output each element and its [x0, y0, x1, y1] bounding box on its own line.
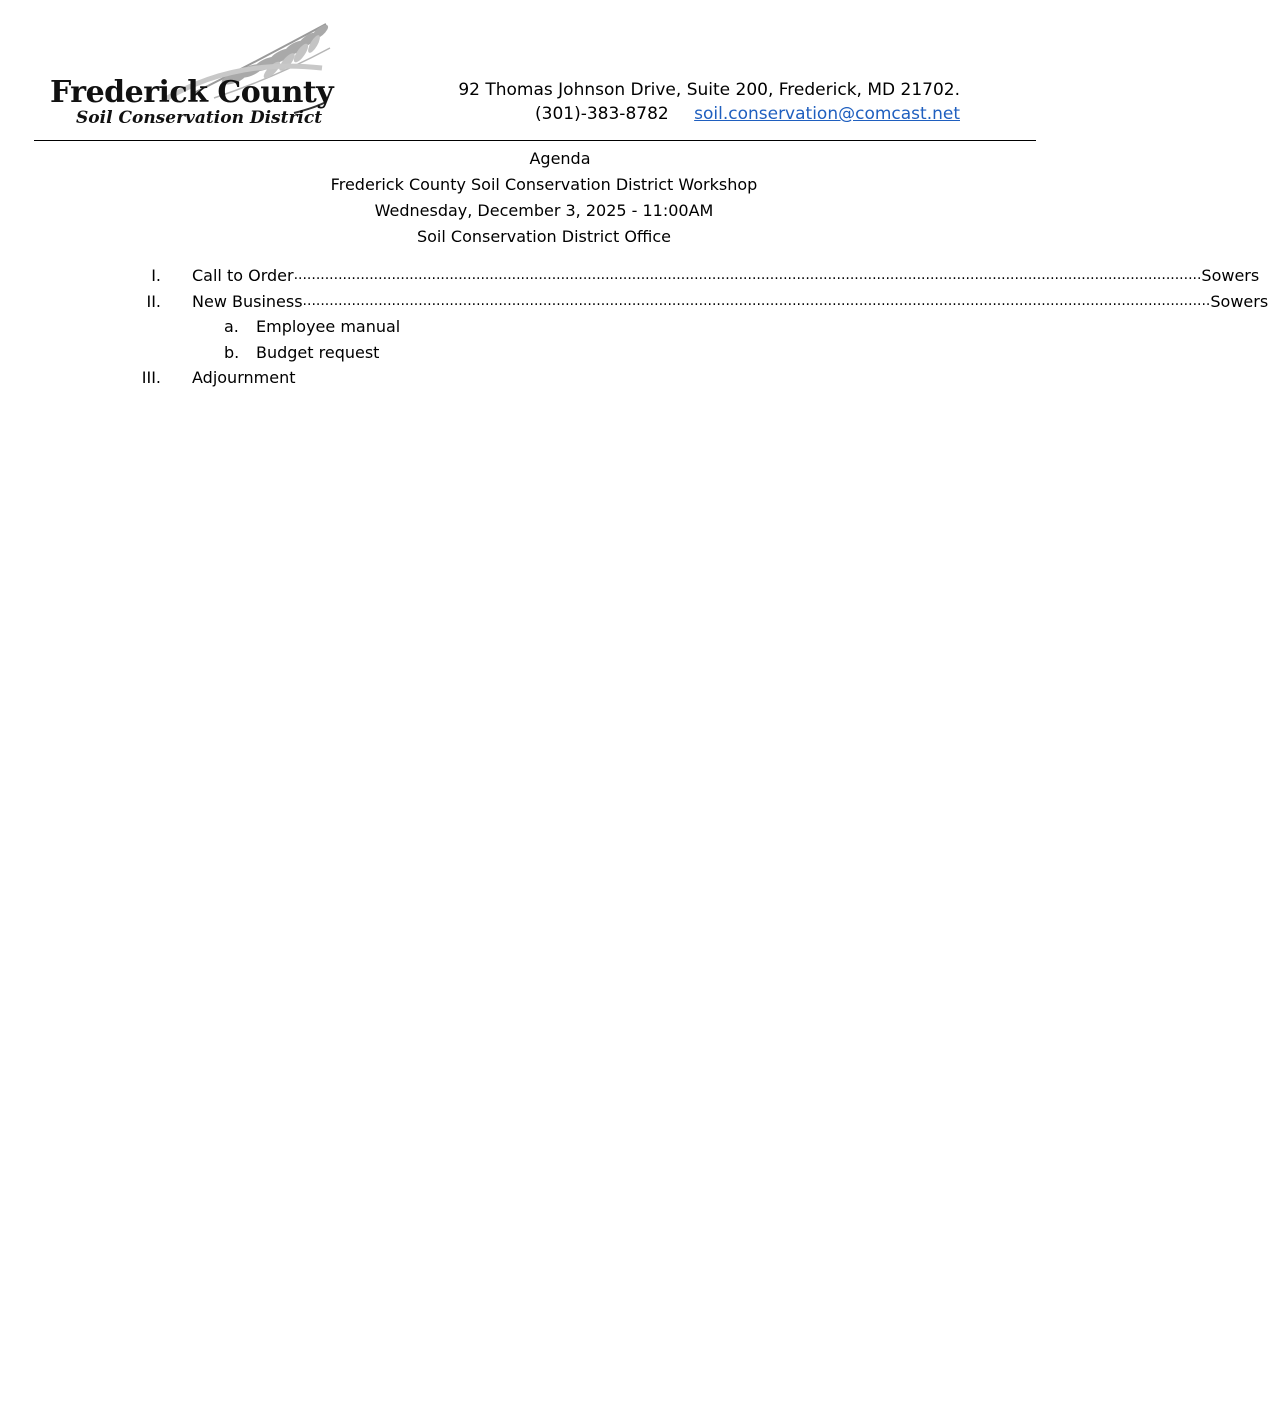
dot-leader: ............................................................................................................................................................................................................: [302, 292, 1211, 309]
sub-item-label: Employee manual: [256, 317, 401, 336]
logo-subtitle: Soil Conservation District: [76, 108, 323, 128]
dot-leader: ............................................................................................................................................................................................................: [293, 267, 1202, 283]
item-number: II.: [146, 291, 161, 311]
agenda-item: [0, 289, 1268, 315]
agenda-sub-item: [0, 314, 1088, 340]
meeting-location: Soil Conservation District Office: [416, 227, 672, 246]
street-address: 92 Thomas Johnson Drive, Suite 200, Frederick, MD 21702.: [458, 80, 960, 100]
contact-block: [458, 78, 960, 126]
item-presenter: Sowers: [1210, 291, 1268, 311]
sub-item-letter: b.: [224, 342, 240, 362]
sub-item-letter: a.: [224, 317, 239, 336]
item-presenter: Sowers: [1201, 266, 1260, 285]
header-divider: [34, 140, 1036, 141]
item-label: Adjournment: [192, 368, 296, 387]
meeting-datetime: Wednesday, December 3, 2025 - 11:00AM: [374, 201, 714, 220]
phone-number: (301)-383-8782: [535, 104, 669, 124]
meeting-name: Frederick County Soil Conservation District Workshop: [330, 175, 758, 194]
item-number: I.: [151, 266, 161, 285]
email-link[interactable]: soil.conservation@comcast.net: [694, 104, 960, 124]
agenda-item: [0, 263, 1260, 289]
agenda-sub-item: [0, 340, 1088, 366]
district-logo: [44, 18, 334, 130]
phone-email-line: [458, 102, 960, 126]
agenda-list: [0, 263, 1268, 391]
sub-item-label: Budget request: [256, 342, 380, 362]
logo-title: Frederick County: [50, 75, 334, 110]
document-title: Agenda: [529, 149, 591, 168]
item-label: New Business: [192, 291, 303, 311]
item-label: Call to Order: [192, 266, 294, 285]
item-number: III.: [141, 368, 161, 387]
agenda-heading: [0, 146, 1088, 250]
agenda-item: [0, 365, 1088, 391]
